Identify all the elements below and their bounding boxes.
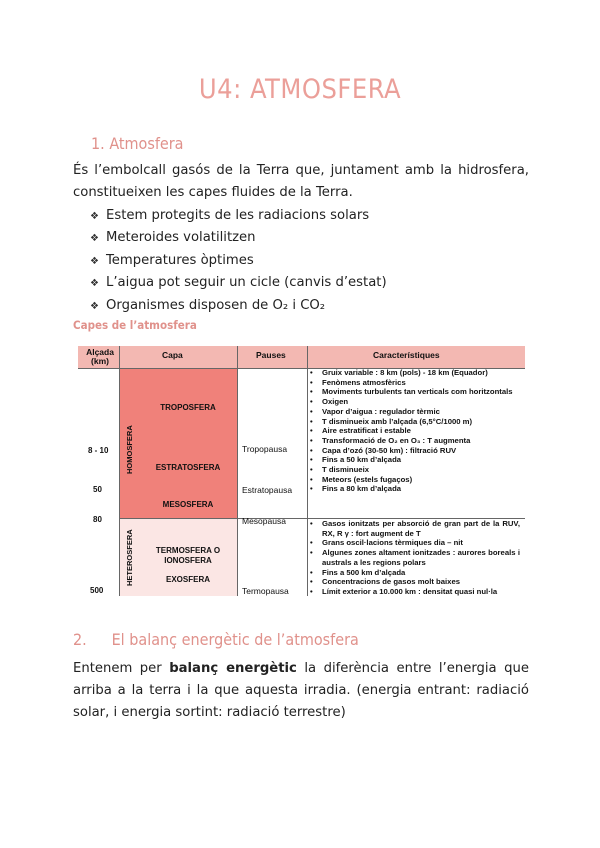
list-item: • Meteors (estels fugaços) bbox=[308, 475, 520, 485]
section-title: Atmosfera bbox=[109, 134, 184, 153]
bullet-list bbox=[90, 205, 387, 317]
subheading-layers: Capes de l’atmosfera bbox=[73, 318, 197, 332]
group-label-homosphere: HOMOSFERA bbox=[125, 425, 134, 474]
section-number: 2. bbox=[73, 630, 87, 649]
list-item: • Gasos ionitzats per absorció de gran part de la RUV, RX, R γ : fort augment de T bbox=[308, 519, 520, 538]
list-item: • T disminueix bbox=[308, 465, 520, 475]
list-item: • Fins a 80 km d’alçada bbox=[308, 484, 520, 494]
list-item: • Fins a 500 km d’alçada bbox=[308, 568, 520, 578]
list-item: • Fins a 50 km d’alçada bbox=[308, 455, 520, 465]
bold-term: balanç energètic bbox=[169, 661, 297, 676]
section-heading-energy-balance bbox=[73, 630, 359, 649]
pause-mesopause: Mesopausa bbox=[242, 516, 286, 526]
section-title: El balanç energètic de l’atmosfera bbox=[111, 630, 359, 649]
list-item: • Gruix variable : 8 km (pols) - 18 km (Equador) bbox=[308, 368, 520, 378]
table-header-row bbox=[78, 346, 525, 368]
list-item: ❖ Organismes disposen de O₂ i CO₂ bbox=[90, 295, 387, 317]
list-item: • Concentracions de gasos molt baixes bbox=[308, 577, 520, 587]
diamond-bullet-icon: ❖ bbox=[90, 300, 99, 312]
list-item: • Oxigen bbox=[308, 397, 520, 407]
page-title: U4: ATMOSFERA bbox=[198, 74, 402, 105]
pause-stratopause: Estratopausa bbox=[242, 485, 293, 495]
table-divider bbox=[119, 346, 120, 596]
header-pauses: Pauses bbox=[256, 350, 286, 360]
group-label-heterosphere: HETEROSFERA bbox=[125, 529, 134, 586]
list-item: • T disminueix amb l’alçada (6,5°C/1000 m) bbox=[308, 417, 520, 427]
section-number: 1. bbox=[91, 134, 105, 153]
layer-troposphere: TROPOSFERA bbox=[160, 403, 216, 412]
atmosphere-layers-table bbox=[78, 346, 525, 596]
diamond-bullet-icon: ❖ bbox=[90, 278, 99, 290]
homosphere-block bbox=[120, 368, 237, 518]
altitude-value: 80 bbox=[93, 515, 102, 524]
pause-thermopause: Termopausa bbox=[242, 586, 289, 596]
layer-mesosphere: MESOSFERA bbox=[162, 500, 214, 509]
features-lower-list bbox=[308, 519, 520, 597]
section-heading-atmosfera bbox=[91, 134, 184, 153]
list-item: • Aire estratificat i estable bbox=[308, 426, 520, 436]
intro-paragraph: És l’embolcall gasós de la Terra que, juntament amb la hidrosfera, constitueixen les capes fluides de la Terra. bbox=[73, 163, 529, 200]
list-item: ❖ Estem protegits de les radiacions solars bbox=[90, 205, 387, 227]
list-item: • Vapor d’aigua : regulador tèrmic bbox=[308, 407, 520, 417]
header-altitude: Alçada (km) bbox=[86, 347, 114, 366]
list-item: • Fenòmens atmosfèrics bbox=[308, 378, 520, 388]
header-features: Característiques bbox=[373, 350, 440, 360]
list-item: • Capa d’ozó (30-50 km) : filtració RUV bbox=[308, 446, 520, 456]
list-item: • Límit exterior a 10.000 km : densitat quasi nul·la bbox=[308, 587, 520, 597]
list-item: ❖ L’aigua pot seguir un cicle (canvis d’estat) bbox=[90, 272, 387, 294]
diamond-bullet-icon: ❖ bbox=[90, 255, 99, 267]
energy-balance-paragraph: Entenem per balanç energètic la diferència entre l’energia que arriba a la terra i la que aquesta irradia. (energia entrant: radiació solar, i energia sortint: radiació terrestre) bbox=[73, 661, 529, 720]
diamond-bullet-icon: ❖ bbox=[90, 233, 99, 245]
diamond-bullet-icon: ❖ bbox=[90, 211, 99, 222]
list-item: • Algunes zones altament ionitzades : aurores boreals i australs a les regions polars bbox=[308, 548, 520, 567]
list-item: • Grans oscil·lacions tèrmiques dia – nit bbox=[308, 538, 520, 548]
layer-stratosphere: ESTRATOSFERA bbox=[155, 463, 221, 472]
features-upper-list bbox=[308, 368, 520, 494]
pause-tropopause: Tropopausa bbox=[242, 444, 288, 454]
altitude-value: 50 bbox=[93, 485, 102, 494]
list-item: ❖ Meteroides volatilitzen bbox=[90, 227, 387, 249]
layer-exosphere: EXOSFERA bbox=[165, 575, 210, 584]
header-layer: Capa bbox=[162, 350, 183, 360]
altitude-value: 8 - 10 bbox=[88, 446, 109, 455]
layer-thermosphere: TERMOSFERA O IONOSFERA bbox=[155, 546, 221, 565]
list-item: ❖ Temperatures òptimes bbox=[90, 250, 387, 272]
list-item: • Moviments turbulents tan verticals com horitzontals bbox=[308, 387, 520, 397]
list-item: • Transformació de O₂ en O₃ : T augmenta bbox=[308, 436, 520, 446]
altitude-value: 500 bbox=[90, 586, 104, 595]
